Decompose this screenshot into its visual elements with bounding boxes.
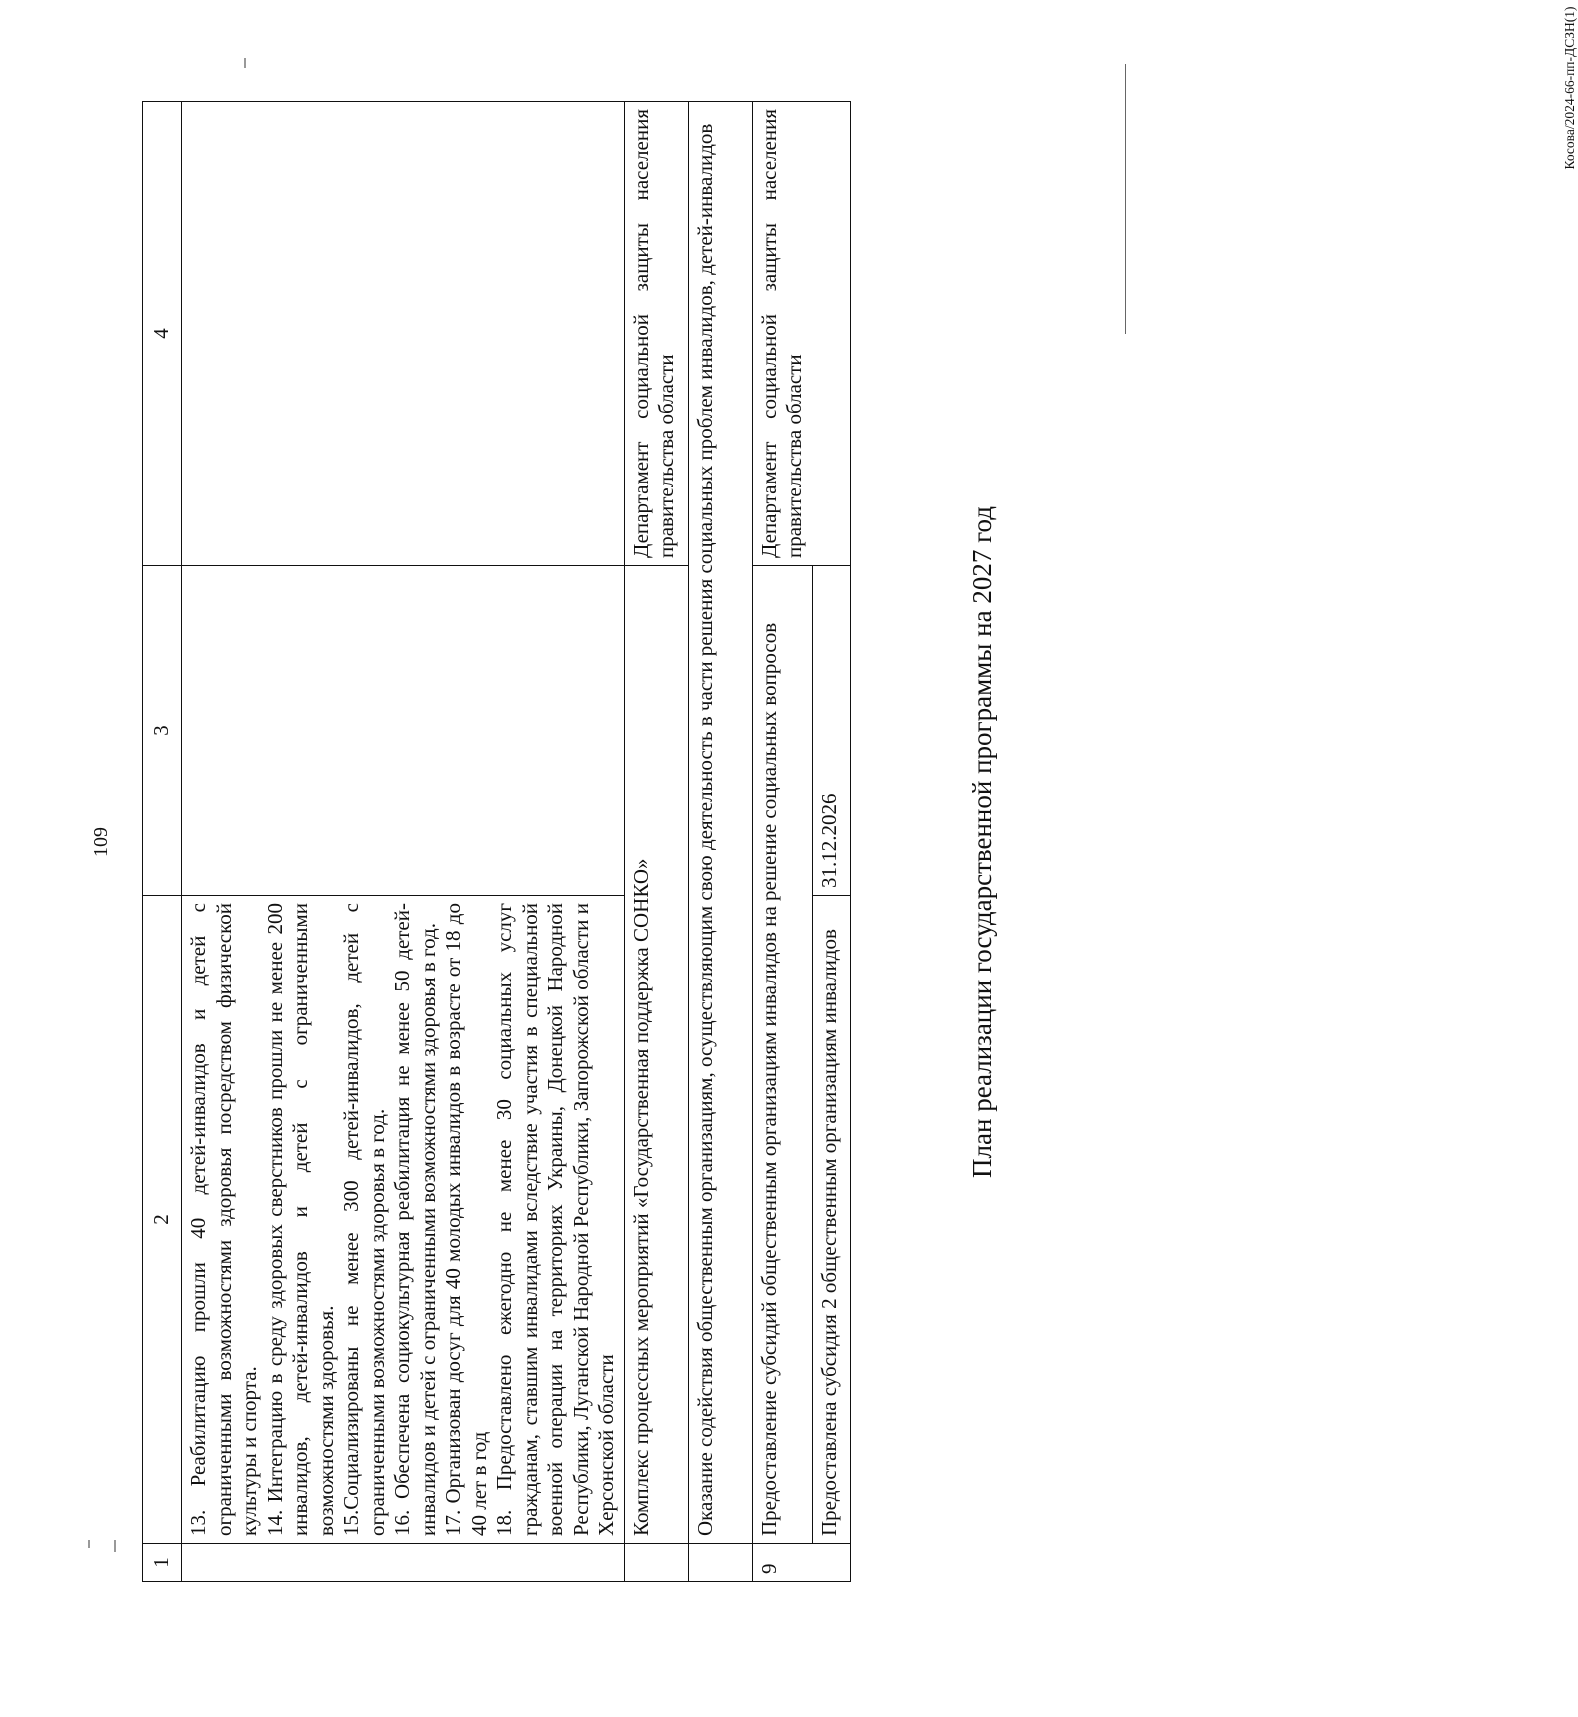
plan-table xyxy=(142,101,851,1582)
rotated-page-content xyxy=(90,102,1242,1582)
cell-responsible: Департамент социальной защиты населения правительства области xyxy=(752,102,850,566)
cell-number xyxy=(688,1544,752,1582)
table-row xyxy=(182,102,625,1582)
cell-date xyxy=(182,566,625,896)
complex-title: Комплекс процессных мероприятий «Государственная поддержка СОНКО» xyxy=(624,566,688,1544)
document-code-underline xyxy=(1125,64,1126,334)
header-cell: 3 xyxy=(143,566,182,896)
scan-mark xyxy=(88,1540,90,1548)
result-item: 16. Обеспечена социокультурная реабилитация не менее 50 детей-инвалидов и детей с ограниченными возможностями здоровья в год. xyxy=(390,903,440,1536)
cell-number xyxy=(624,1544,688,1582)
scan-mark xyxy=(244,58,246,68)
scan-mark xyxy=(114,1540,116,1552)
control-point-date: 31.12.2026 xyxy=(812,566,850,896)
cell-responsible xyxy=(182,102,625,566)
cell-responsible: Департамент социальной защиты населения правительства области xyxy=(624,102,688,566)
header-cell: 2 xyxy=(143,896,182,1544)
cell-number: 9 xyxy=(752,1544,850,1582)
header-cell: 4 xyxy=(143,102,182,566)
control-point-title: Предоставлена субсидия 2 общественным организациям инвалидов xyxy=(812,896,850,1544)
section-title: План реализации государственной программы на 2027 год xyxy=(967,506,997,1178)
cell-number xyxy=(182,1544,625,1582)
table-header-row xyxy=(143,102,182,1582)
result-item: 18. Предоставлено ежегодно не менее 30 социальных услуг гражданам, ставшим инвалидами вследствие участия в специальной военной операции на территориях Украины, Донецкой Народной Республики, Луганской Народной Республики, Запорожской области и Херсонской области xyxy=(492,903,618,1536)
result-item: 15.Социализированы не менее 300 детей-инвалидов, детей с ограниченными возможностями здоровья в год. xyxy=(339,903,389,1536)
cell-results xyxy=(182,896,625,1544)
header-cell: 1 xyxy=(143,1544,182,1582)
result-item: 17. Организован досуг для 40 молодых инвалидов в возрасте от 18 до 40 лет в год xyxy=(441,903,491,1536)
page-number: 109 xyxy=(90,827,112,857)
task-title: Оказание содействия общественным организациям, осуществляющим свою деятельность в части решения социальных проблем инвалидов, детей-инвалидов xyxy=(688,102,752,1544)
table-row xyxy=(688,102,752,1582)
measure-title: Предоставление субсидий общественным организациям инвалидов на решение социальных вопросов xyxy=(752,566,812,1544)
result-item: 14. Интеграцию в среду здоровых сверстников прошли не менее 200 инвалидов, детей-инвалидов и детей с ограниченными возможностями здоровья. xyxy=(262,903,338,1536)
table-row xyxy=(752,102,812,1582)
document-code: Косова/2024-66-пп-ДСЗН(1) xyxy=(1562,6,1577,170)
result-item: 13. Реабилитацию прошли 40 детей-инвалидов и детей с ограниченными возможностями здоровья посредством физической культуры и спорта. xyxy=(186,903,261,1536)
table-row xyxy=(624,102,688,1582)
